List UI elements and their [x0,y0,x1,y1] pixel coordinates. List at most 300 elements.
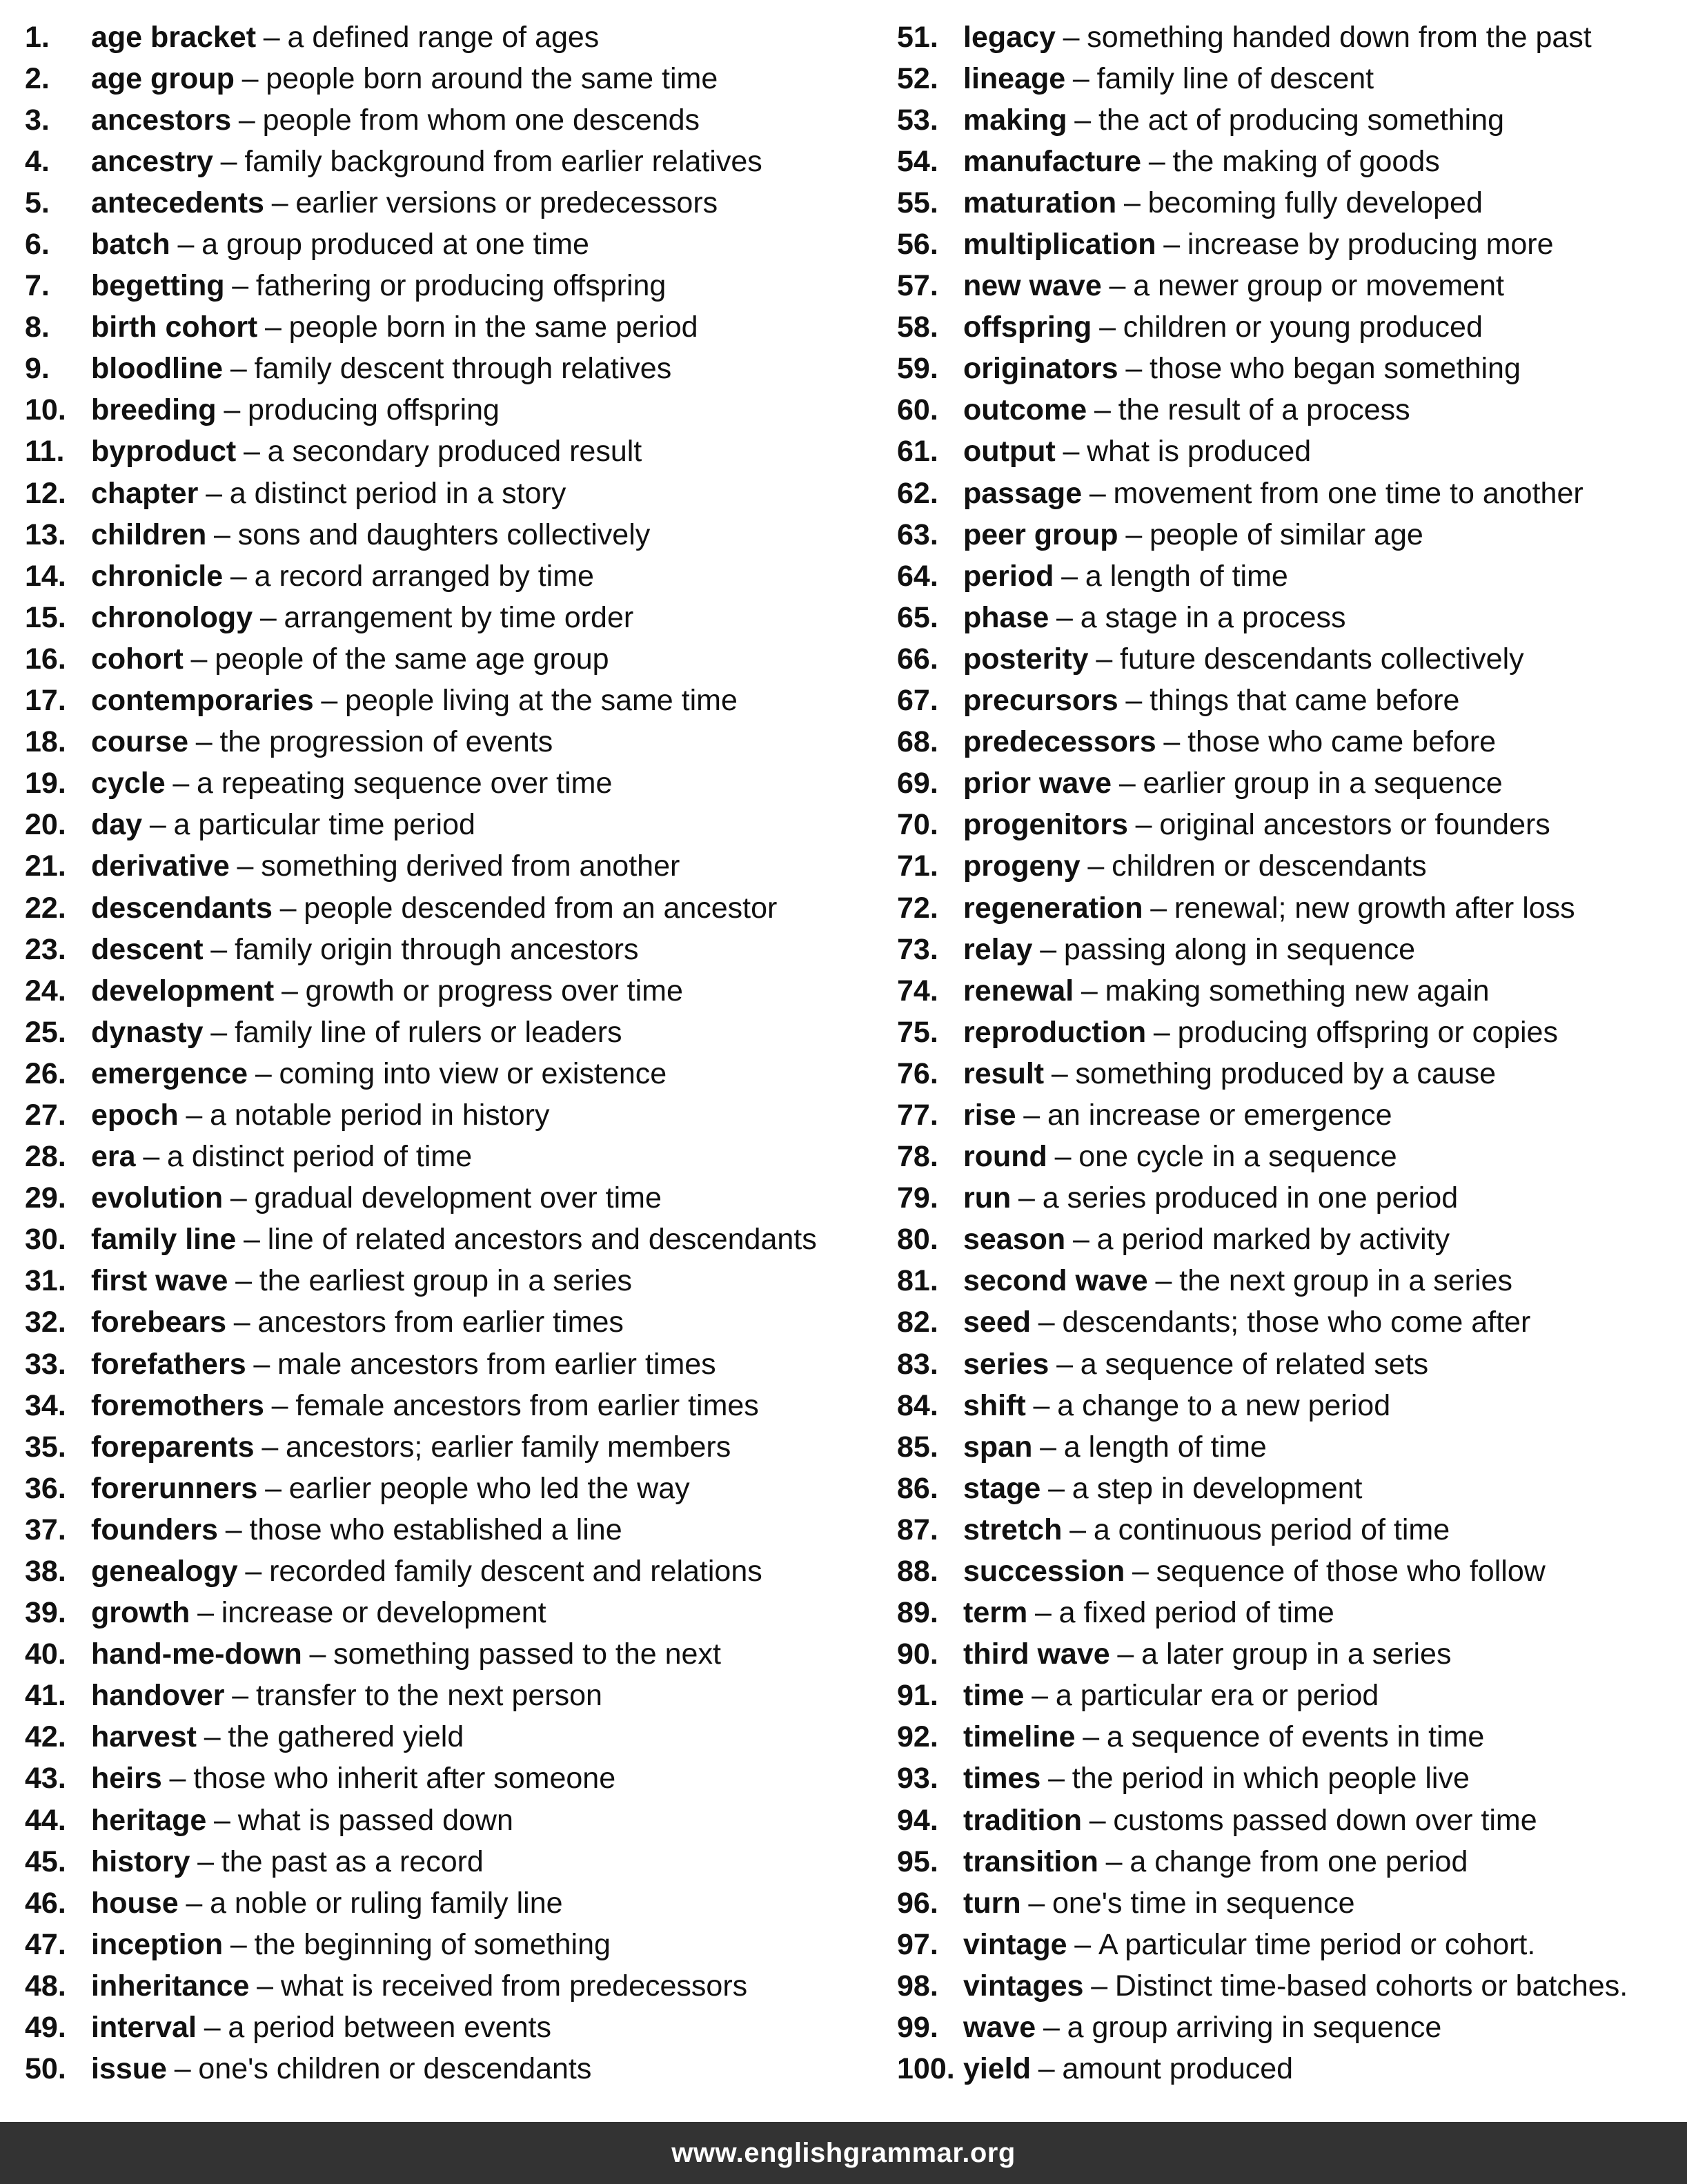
item-separator: – [1040,932,1057,966]
item-number: 92. [897,1720,938,1754]
item-number: 87. [897,1513,938,1546]
item-definition: passing along in sequence [1063,932,1416,966]
item-number: 93. [897,1762,938,1796]
item-separator: – [1032,1679,1049,1713]
list-item [897,929,1670,970]
list-item [897,1675,1670,1717]
item-definition: producing offspring or copies [1177,1015,1558,1049]
list-item [897,638,1670,680]
item-definition: producing offspring [248,393,500,427]
item-number: 44. [25,1803,66,1837]
item-number: 46. [25,1886,66,1920]
item-definition: family descent through relatives [254,352,672,386]
item-term: birth cohort [91,311,258,344]
item-definition: a length of time [1063,1430,1267,1464]
list-item [897,970,1670,1012]
list-item [897,1178,1670,1219]
item-definition: a period between events [228,2011,551,2045]
item-separator: – [232,269,249,303]
item-separator: – [1132,1555,1149,1588]
item-term: children [91,518,207,551]
item-term: output [963,435,1056,469]
item-number: 33. [25,1347,66,1381]
item-separator: – [309,1637,326,1671]
list-item [25,1758,874,1800]
list-item [25,1219,874,1261]
item-number: 75. [897,1015,938,1049]
item-definition: what is produced [1087,435,1312,469]
item-definition: line of related ancestors and descendants [267,1223,817,1257]
item-term: course [91,725,189,759]
item-definition: customs passed down over time [1113,1803,1537,1837]
list-item [897,763,1670,805]
list-item [897,1593,1670,1634]
item-number: 72. [897,891,938,925]
item-number: 71. [897,849,938,883]
list-item [25,638,874,680]
list-item [897,99,1670,141]
item-definition: people of the same age group [215,642,609,676]
item-term: development [91,974,275,1007]
item-term: age group [91,61,235,95]
list-item [897,1551,1670,1592]
item-term: season [963,1223,1066,1257]
item-number: 85. [897,1430,938,1464]
item-term: chronology [91,600,253,634]
item-separator: – [230,1927,247,1961]
list-item [25,805,874,846]
item-separator: – [265,311,282,344]
item-number: 38. [25,1555,66,1588]
item-definition: ancestors; earlier family members [286,1430,731,1464]
item-separator: – [1069,1513,1087,1546]
list-item [897,1137,1670,1178]
item-term: handover [91,1679,225,1713]
item-separator: – [233,1306,250,1339]
item-definition: a record arranged by time [254,559,594,593]
item-term: regeneration [963,891,1143,925]
item-term: ancestors [91,103,232,137]
item-term: forerunners [91,1471,258,1505]
item-separator: – [243,435,260,469]
list-item [25,182,874,224]
item-term: growth [91,1596,190,1630]
item-definition: increase or development [221,1596,546,1630]
item-term: term [963,1596,1028,1630]
item-number: 81. [897,1264,938,1298]
list-item [25,1344,874,1385]
item-definition: family line of rulers or leaders [234,1015,622,1049]
list-item [897,2007,1670,2049]
list-item [897,390,1670,431]
item-definition: something handed down from the past [1087,20,1592,54]
item-separator: – [186,1098,203,1132]
item-separator: – [1125,518,1143,551]
list-item [897,1509,1670,1551]
item-term: hand-me-down [91,1637,302,1671]
item-separator: – [1089,1803,1106,1837]
item-number: 95. [897,1844,938,1878]
item-separator: – [1105,1844,1123,1878]
item-term: reproduction [963,1015,1147,1049]
list-item [897,1717,1670,1758]
item-separator: – [255,1056,272,1090]
item-term: dynasty [91,1015,204,1049]
list-item [897,887,1670,929]
item-definition: a repeating sequence over time [197,767,613,800]
item-definition: something produced by a cause [1075,1056,1497,1090]
item-separator: – [220,144,237,178]
item-term: passage [963,476,1083,510]
item-definition: things that came before [1150,684,1460,718]
item-definition: a change from one period [1129,1844,1468,1878]
item-definition: a continuous period of time [1093,1513,1450,1546]
item-number: 48. [25,1969,66,2003]
list-item [25,141,874,182]
item-term: batch [91,228,170,262]
list-item [897,266,1670,307]
item-definition: those who established a line [249,1513,622,1546]
list-item [25,514,874,555]
item-term: stretch [963,1513,1063,1546]
item-term: stage [963,1471,1041,1505]
item-separator: – [1063,20,1080,54]
item-number: 19. [25,767,66,800]
word-list-right [897,17,1670,2090]
item-separator: – [1155,1264,1172,1298]
item-definition: transfer to the next person [255,1679,602,1713]
item-term: derivative [91,849,230,883]
item-separator: – [259,600,277,634]
item-number: 40. [25,1637,66,1671]
item-number: 68. [897,725,938,759]
item-definition: the result of a process [1118,393,1410,427]
item-number: 35. [25,1430,66,1464]
item-number: 80. [897,1223,938,1257]
list-item [897,141,1670,182]
item-separator: – [235,1264,253,1298]
item-separator: – [1087,849,1105,883]
item-term: antecedents [91,186,264,219]
item-number: 88. [897,1555,938,1588]
list-item [897,1012,1670,1053]
item-separator: – [1040,1430,1057,1464]
list-item [25,431,874,473]
item-definition: the act of producing something [1098,103,1505,137]
item-definition: the gathered yield [228,1720,464,1754]
item-term: transition [963,1844,1098,1878]
item-separator: – [1163,228,1181,262]
list-item [25,2007,874,2049]
item-separator: – [265,1471,282,1505]
item-separator: – [1125,352,1143,386]
item-definition: people born around the same time [266,61,718,95]
item-definition: a fixed period of time [1058,1596,1334,1630]
item-term: descendants [91,891,273,925]
list-item [897,307,1670,348]
item-term: breeding [91,393,217,427]
item-separator: – [149,808,166,842]
item-term: making [963,103,1067,137]
item-term: history [91,1844,190,1878]
item-term: new wave [963,269,1102,303]
item-term: third wave [963,1637,1110,1671]
item-separator: – [1072,61,1089,95]
item-number: 64. [897,559,938,593]
item-term: vintage [963,1927,1067,1961]
item-term: yield [963,2052,1031,2086]
item-definition: a series produced in one period [1042,1181,1459,1215]
item-separator: – [1048,1471,1065,1505]
item-definition: male ancestors from earlier times [277,1347,716,1381]
item-number: 4. [25,144,50,178]
list-item [897,1219,1670,1261]
item-term: turn [963,1886,1021,1920]
item-definition: one's children or descendants [198,2052,592,2086]
item-number: 41. [25,1679,66,1713]
item-number: 62. [897,476,938,510]
list-item [25,1385,874,1426]
item-term: span [963,1430,1033,1464]
item-definition: fathering or producing offspring [255,269,667,303]
item-number: 28. [25,1140,66,1174]
item-separator: – [1028,1886,1045,1920]
item-definition: an increase or emergence [1047,1098,1392,1132]
item-term: ancestry [91,144,213,178]
list-item [897,514,1670,555]
item-term: foreparents [91,1430,255,1464]
item-number: 54. [897,144,938,178]
list-item [25,1137,874,1178]
list-item [25,1053,874,1094]
list-item [25,348,874,390]
item-term: period [963,559,1054,593]
item-definition: what is passed down [237,1803,513,1837]
list-item [25,2049,874,2090]
item-number: 18. [25,725,66,759]
item-number: 36. [25,1471,66,1505]
item-number: 27. [25,1098,66,1132]
item-separator: – [1153,1015,1170,1049]
item-separator: – [1043,2011,1060,2045]
item-term: cohort [91,642,184,676]
list-item [897,1882,1670,1924]
item-term: vintages [963,1969,1084,2003]
item-definition: the beginning of something [254,1927,611,1961]
item-separator: – [210,1015,228,1049]
item-definition: family origin through ancestors [234,932,639,966]
item-term: maturation [963,186,1117,219]
item-term: chapter [91,476,199,510]
footer-bar [0,2122,1687,2184]
item-separator: – [1063,435,1080,469]
list-item [25,1178,874,1219]
item-number: 45. [25,1844,66,1878]
item-number: 15. [25,600,66,634]
item-definition: people of similar age [1150,518,1423,551]
item-definition: earlier versions or predecessors [295,186,718,219]
list-item [25,1800,874,1841]
item-number: 96. [897,1886,938,1920]
item-term: house [91,1886,179,1920]
item-term: outcome [963,393,1087,427]
item-term: wave [963,2011,1036,2045]
item-term: inception [91,1927,224,1961]
item-separator: – [262,1430,279,1464]
list-item [897,1924,1670,1965]
list-item [25,1468,874,1509]
item-definition: gradual development over time [254,1181,662,1215]
item-separator: – [271,1388,288,1422]
item-definition: something passed to the next [333,1637,721,1671]
item-separator: – [238,103,255,137]
item-definition: people born in the same period [288,311,698,344]
item-definition: movement from one time to another [1113,476,1584,510]
item-term: issue [91,2052,167,2086]
item-separator: – [1135,808,1152,842]
item-separator: – [232,1679,249,1713]
list-item [25,1924,874,1965]
item-separator: – [177,228,195,262]
list-item [897,348,1670,390]
item-separator: – [206,476,223,510]
item-term: harvest [91,1720,197,1754]
list-item [25,58,874,99]
item-separator: – [143,1140,160,1174]
item-number: 22. [25,891,66,925]
item-definition: children or young produced [1123,311,1483,344]
item-term: age bracket [91,20,257,54]
list-item [25,680,874,722]
item-definition: a defined range of ages [287,20,600,54]
item-definition: what is received from predecessors [280,1969,748,2003]
item-number: 59. [897,352,938,386]
item-number: 3. [25,103,50,137]
list-item [25,722,874,763]
item-separator: – [257,1969,274,2003]
list-item [25,929,874,970]
item-definition: one's time in sequence [1052,1886,1355,1920]
item-definition: the making of goods [1172,144,1440,178]
item-term: progeny [963,849,1081,883]
item-number: 34. [25,1388,66,1422]
item-number: 69. [897,767,938,800]
item-term: forefathers [91,1347,246,1381]
item-definition: the progression of events [219,725,553,759]
item-separator: – [1118,767,1136,800]
item-number: 24. [25,974,66,1007]
list-item [897,805,1670,846]
list-item [25,224,874,265]
list-item [897,1385,1670,1426]
item-number: 73. [897,932,938,966]
item-definition: a change to a new period [1057,1388,1391,1422]
item-definition: a newer group or movement [1133,269,1504,303]
item-term: epoch [91,1098,179,1132]
item-number: 100. [897,2052,955,2086]
list-item [25,390,874,431]
item-term: inheritance [91,1969,250,2003]
item-term: forebears [91,1306,226,1339]
item-separator: – [225,1513,242,1546]
item-term: predecessors [963,725,1156,759]
item-separator: – [214,518,230,551]
item-definition: a particular time period [173,808,475,842]
item-separator: – [321,684,338,718]
item-number: 5. [25,186,50,219]
item-definition: A particular time period or cohort. [1098,1927,1536,1961]
item-separator: – [195,725,213,759]
list-item [25,99,874,141]
item-term: peer group [963,518,1118,551]
item-separator: – [210,932,228,966]
list-item [25,1426,874,1468]
item-number: 16. [25,642,66,676]
item-term: second wave [963,1264,1148,1298]
item-number: 1. [25,20,50,54]
item-term: originators [963,352,1118,386]
item-separator: – [1061,559,1078,593]
item-term: seed [963,1306,1032,1339]
list-item [25,763,874,805]
item-separator: – [1150,891,1167,925]
item-term: day [91,808,143,842]
item-term: genealogy [91,1555,238,1588]
item-definition: a distinct period in a story [229,476,566,510]
item-number: 25. [25,1015,66,1049]
item-number: 13. [25,518,66,551]
item-separator: – [1109,269,1126,303]
item-separator: – [1091,1969,1108,2003]
footer-url[interactable]: www.englishgrammar.org [671,2137,1016,2168]
list-item [897,1344,1670,1385]
item-term: succession [963,1555,1125,1588]
item-term: interval [91,2011,197,2045]
item-definition: people descended from an ancestor [304,891,778,925]
item-separator: – [174,2052,191,2086]
item-number: 32. [25,1306,66,1339]
list-item [25,266,874,307]
item-number: 67. [897,684,938,718]
item-separator: – [1048,1762,1065,1796]
item-separator: – [1033,1388,1050,1422]
item-definition: growth or progress over time [305,974,683,1007]
item-number: 7. [25,269,50,303]
item-definition: earlier group in a sequence [1143,767,1503,800]
item-number: 70. [897,808,938,842]
item-number: 52. [897,61,938,95]
list-item [897,722,1670,763]
item-separator: – [1038,2052,1055,2086]
item-term: era [91,1140,136,1174]
item-separator: – [1074,1927,1092,1961]
list-item [25,307,874,348]
item-definition: the earliest group in a series [259,1264,632,1298]
item-term: heritage [91,1803,207,1837]
item-separator: – [230,352,247,386]
item-separator: – [1034,1596,1052,1630]
list-item [25,1965,874,2007]
item-separator: – [1056,600,1073,634]
item-definition: those who began something [1150,352,1521,386]
item-term: descent [91,932,204,966]
item-definition: a group produced at one time [201,228,589,262]
item-definition: a particular era or period [1055,1679,1379,1713]
item-number: 79. [897,1181,938,1215]
list-item [25,846,874,887]
item-definition: arrangement by time order [284,600,634,634]
item-number: 53. [897,103,938,137]
